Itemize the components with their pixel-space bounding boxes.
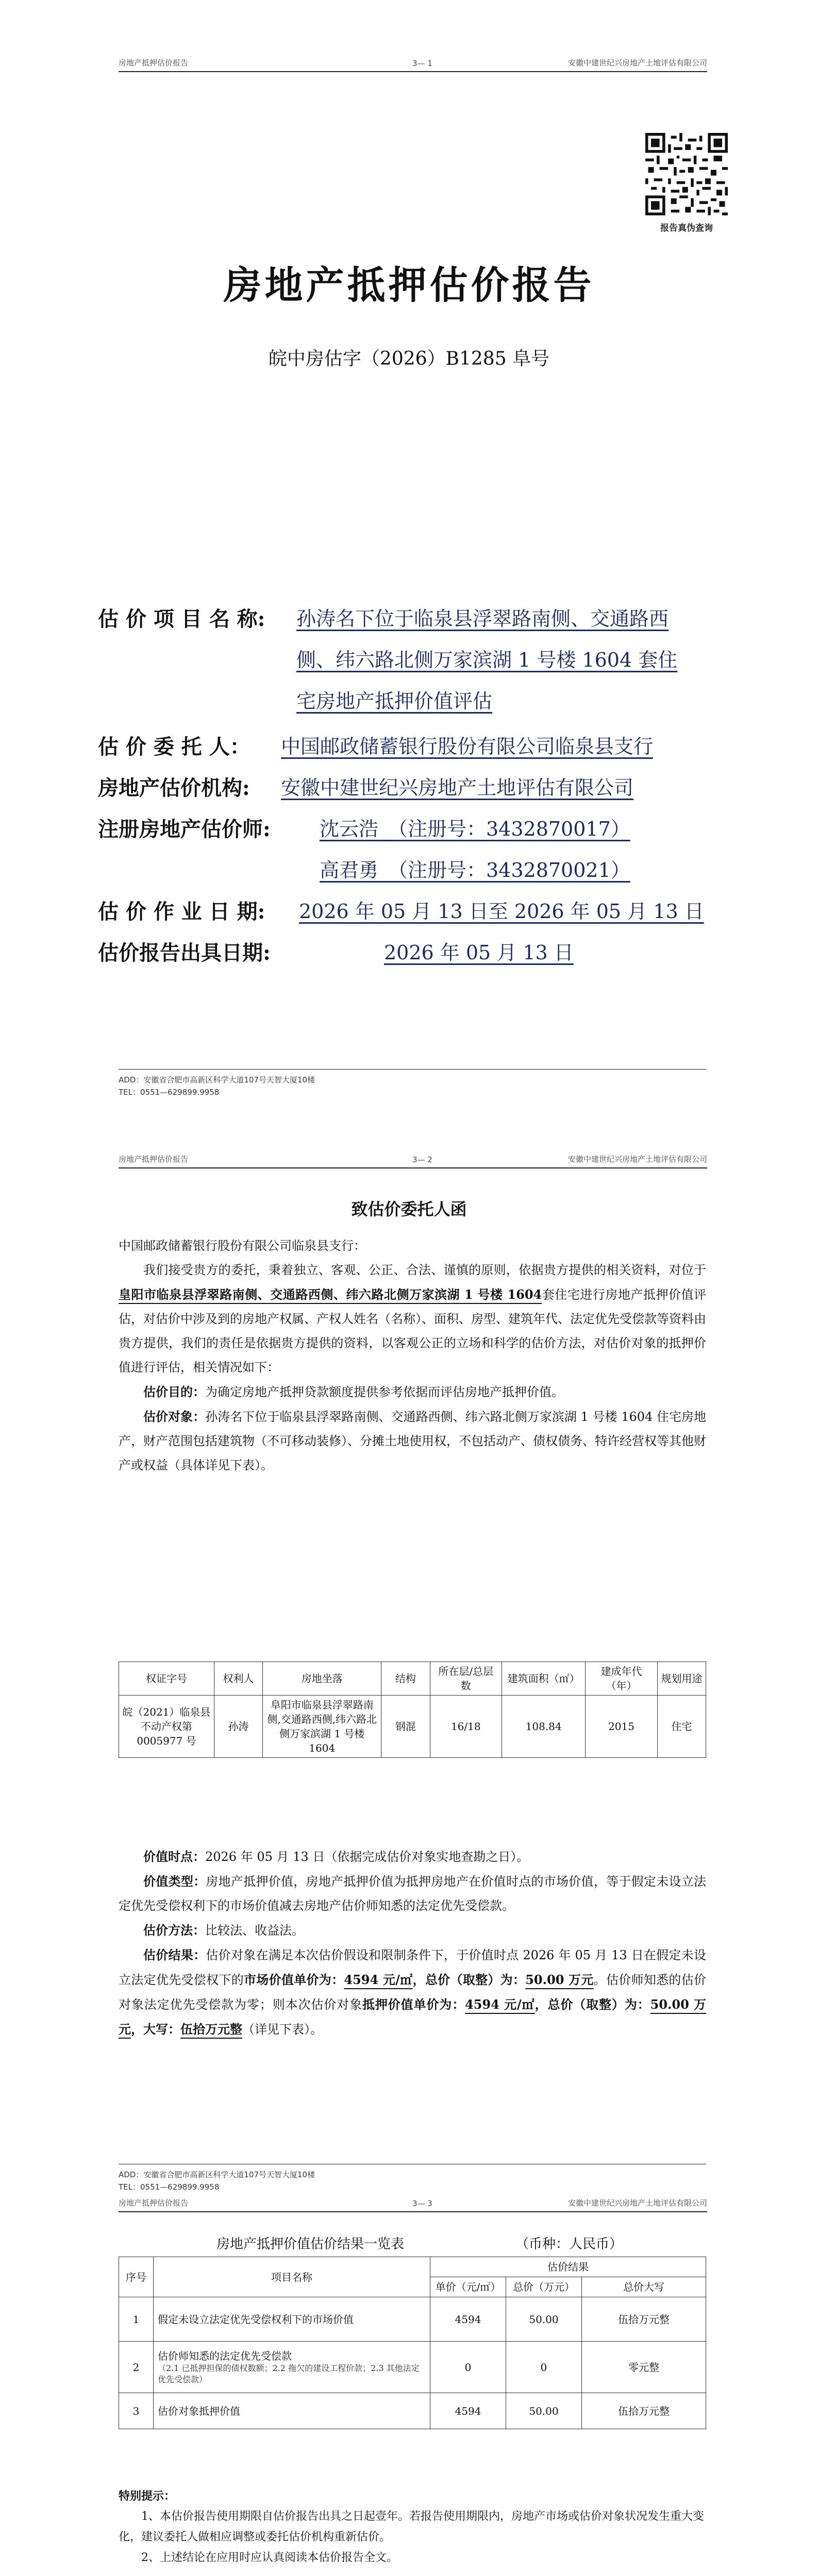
result-b: 市场价值单价为： bbox=[244, 1972, 344, 1987]
method-text: 比较法、收益法。 bbox=[205, 1923, 304, 1938]
cell-no: 3 bbox=[119, 2393, 154, 2429]
cell-item: 估价对象抵押价值 bbox=[154, 2393, 430, 2429]
result-g: 抵押价值单价为： bbox=[362, 1997, 465, 2012]
th-group: 估价结果 bbox=[430, 2257, 706, 2277]
org-label: 房地产估价机构: bbox=[98, 776, 250, 800]
project-value-line2: 侧、纬六路北侧万家滨湖 1 号楼 1604 套住 bbox=[296, 649, 678, 671]
cell-no: 1 bbox=[119, 2297, 154, 2342]
cell-upper: 零元整 bbox=[582, 2342, 706, 2393]
footer-tel: TEL：0551—629899.9958 bbox=[119, 2182, 220, 2192]
result-mortgage-total: 50.00 万元 bbox=[119, 1997, 707, 2037]
report-title: 房地产抵押估价报告 bbox=[223, 263, 595, 308]
client-value: 中国邮政储蓄银行股份有限公司临泉县支行 bbox=[281, 735, 654, 758]
letter-result bbox=[119, 1943, 706, 2042]
cell-item-sub: （2.1 已抵押担保的债权数额；2.2 拖欠的建设工程价款；2.3 其他法定优先受偿款） bbox=[158, 2363, 420, 2384]
result-f: 。估价师知悉的估价对象法定优先受偿款为零；则本次估价对象 bbox=[119, 1973, 707, 2012]
header-right: 安徽中建世纪兴房地产土地评估有限公司 bbox=[567, 2198, 707, 2208]
intro-part-a: 我们接受贵方的委托，秉着独立、客观、公正、合法、谨慎的原则，依据贵方提供的相关资料，对位于 bbox=[143, 1263, 706, 1277]
results-title: 房地产抵押价值估价结果一览表 bbox=[216, 2236, 405, 2252]
purpose-label: 估价目的： bbox=[143, 1384, 205, 1399]
th-upper: 总价大写 bbox=[582, 2277, 706, 2297]
date-label: 价值时点： bbox=[143, 1849, 205, 1864]
th-location: 房地坐落 bbox=[263, 1662, 381, 1696]
letter-para-intro bbox=[119, 1258, 706, 1380]
intro-address: 皇阳市临泉县浮翠路南侧、交通路西侧、纬六路北侧万家滨湖 1 号楼 1604 bbox=[119, 1287, 542, 1302]
result-upper: 伍拾万元整 bbox=[180, 2022, 242, 2037]
header-left: 房地产抵押估价报告 bbox=[119, 58, 189, 67]
th-floor: 所在层/总层数 bbox=[430, 1662, 502, 1696]
page-header bbox=[119, 2196, 707, 2212]
cell-cert: 皖（2021）临泉县不动产权第 0005977 号 bbox=[119, 1696, 214, 1758]
object-text: 孙涛名下位于临泉县浮翠路南侧、交通路西侧、纬六路北侧万家滨湖 1 号楼 1604 住宅房地产，财产范围包括建筑物（不可移动装修）、分摊土地使用权，不包括动产、债权债务、特许经营权等其他财产或权益（具体详见下表）。 bbox=[119, 1410, 706, 1472]
cell-total: 50.00 bbox=[506, 2297, 582, 2342]
cell-area: 108.84 bbox=[502, 1696, 586, 1758]
header-page-number: 3— 1 bbox=[412, 59, 432, 68]
cell-unit: 4594 bbox=[430, 2297, 506, 2342]
letter-object bbox=[119, 1404, 706, 1478]
footer-address: ADD：安徽省合肥市高新区科学大道107号天智大厦10楼 bbox=[119, 1075, 315, 1084]
letter-method bbox=[119, 1918, 706, 1943]
tip-1: 1、本估价报告使用期限自估价报告出具之日起壹年。若报告使用期限内，房地产市场或估价对象状况发生重大变化，建议委托人做相应调整或委托估价机构重新估价。 bbox=[119, 2510, 705, 2544]
letter-purpose bbox=[119, 1380, 706, 1404]
appraiser-2: 高君勇 （注册号：3432870021） bbox=[320, 859, 630, 882]
qr-code-icon[interactable] bbox=[645, 133, 728, 215]
cell-total: 0 bbox=[506, 2342, 582, 2393]
th-structure: 结构 bbox=[381, 1662, 430, 1696]
page-footer bbox=[119, 2164, 706, 2193]
result-i: ，总价（取整）为： bbox=[535, 1997, 650, 2012]
header-right: 安徽中建世纪兴房地产土地评估有限公司 bbox=[567, 58, 707, 67]
th-area: 建筑面积（㎡） bbox=[502, 1662, 586, 1696]
table-row bbox=[119, 2393, 706, 2429]
result-d: ，总价（取整）为： bbox=[412, 1972, 526, 1987]
th-cert: 权证字号 bbox=[119, 1662, 214, 1696]
th-item: 项目名称 bbox=[154, 2257, 430, 2297]
cell-upper: 伍拾万元整 bbox=[582, 2297, 706, 2342]
tip-2: 2、上述结论在应用时应认真阅读本估价报告全文。 bbox=[141, 2551, 398, 2564]
table-header-row bbox=[119, 2257, 706, 2277]
type-text: 房地产抵押价值，房地产抵押价值为抵押房地产在价值时点的市场价值，等于假定未设立法定优先受偿权利下的市场价值减去房地产估价师知悉的法定优先受偿款。 bbox=[119, 1874, 707, 1913]
result-market-unit: 4594 元/㎡ bbox=[344, 1972, 413, 1987]
table-header-row bbox=[119, 1662, 706, 1696]
period-value: 2026 年 05 月 13 日至 2026 年 05 月 13 日 bbox=[299, 900, 704, 923]
result-k: ，大写： bbox=[131, 2022, 180, 2037]
result-a: 估价对象在满足本次估价假设和限制条件下，于价值时点 2026 年 05 月 13 日在假定未设立法定优先受偿权下的 bbox=[119, 1948, 706, 1987]
footer-tel: TEL：0551—629899.9958 bbox=[119, 1088, 220, 1097]
th-use: 规划用途 bbox=[657, 1662, 706, 1696]
header-page-number: 3— 2 bbox=[412, 1155, 432, 1164]
period-label: 估 价 作 业 日 期: bbox=[98, 900, 265, 924]
letter-value-type bbox=[119, 1869, 706, 1918]
cell-owner: 孙涛 bbox=[214, 1696, 262, 1758]
cell-use: 住宅 bbox=[657, 1696, 706, 1758]
result-market-total: 50.00 万元 bbox=[525, 1972, 594, 1987]
intro-part-c: 套住宅进行房地产抵押价值评估，对估价中涉及到的房地产权属、产权人姓名（名称）、面积、房型、建筑年代、法定优先受偿款等资料由贵方提供，我们的责任是依据贵方提供的资料，以客观公正的立场和科学的估价方法，对估价对象的抵押价值进行评估，相关情况如下： bbox=[119, 1287, 707, 1375]
result-m: （详见下表）。 bbox=[242, 2022, 323, 2037]
cell-structure: 钢混 bbox=[381, 1696, 430, 1758]
footer-address: ADD：安徽省合肥市高新区科学大道107号天智大厦10楼 bbox=[119, 2170, 315, 2179]
th-year: 建成年代（年） bbox=[586, 1662, 658, 1696]
qr-caption: 报告真伪查询 bbox=[660, 223, 713, 233]
issue-value: 2026 年 05 月 13 日 bbox=[384, 941, 574, 964]
header-left: 房地产抵押估价报告 bbox=[119, 2198, 189, 2208]
project-value-line1: 孙涛名下位于临泉县浮翠路南侧、交通路西 bbox=[296, 607, 669, 630]
header-right: 安徽中建世纪兴房地产土地评估有限公司 bbox=[567, 1155, 707, 1164]
purpose-text: 为确定房地产抵押贷款额度提供参考依据而评估房地产抵押价值。 bbox=[205, 1385, 564, 1399]
cell-total: 50.00 bbox=[506, 2393, 582, 2429]
page-header bbox=[119, 56, 707, 72]
result-mortgage-unit: 4594 元/㎡ bbox=[465, 1997, 535, 2012]
results-table bbox=[119, 2257, 706, 2429]
cell-location: 阜阳市临泉县浮翠路南侧,交通路西侧,纬六路北侧万家滨湖 1 号楼 1604 bbox=[263, 1696, 381, 1758]
page-footer bbox=[119, 1069, 706, 1098]
header-page-number: 3— 3 bbox=[412, 2199, 432, 2208]
date-text: 2026 年 05 月 13 日（依据完成估价对象实地查勘之日）。 bbox=[205, 1850, 529, 1864]
letter-salutation: 中国邮政储蓄银行股份有限公司临泉县支行： bbox=[119, 1239, 366, 1253]
appraiser-label: 注册房地产估价师: bbox=[98, 817, 271, 841]
client-label: 估 价 委 托 人： bbox=[98, 735, 251, 759]
table-row bbox=[119, 2297, 706, 2342]
cell-item: 假定未设立法定优先受偿权利下的市场价值 bbox=[154, 2297, 430, 2342]
project-value-line3: 宅房地产抵押价值评估 bbox=[296, 690, 493, 713]
cell-year: 2015 bbox=[586, 1696, 658, 1758]
page-header bbox=[119, 1152, 707, 1168]
cell-item bbox=[154, 2342, 430, 2393]
cell-item-main: 估价师知悉的法定优先受偿款 bbox=[158, 2349, 292, 2362]
org-value: 安徽中建世纪兴房地产土地评估有限公司 bbox=[281, 776, 634, 799]
type-label: 价值类型： bbox=[143, 1874, 206, 1889]
th-owner: 权利人 bbox=[214, 1662, 262, 1696]
results-currency: （币种：人民币） bbox=[515, 2236, 623, 2252]
table-row bbox=[119, 1696, 706, 1758]
header-left: 房地产抵押估价报告 bbox=[119, 1155, 189, 1164]
letter-date bbox=[119, 1844, 706, 1869]
th-total: 总价（万元） bbox=[506, 2277, 582, 2297]
report-number: 皖中房估字（2026）B1285 阜号 bbox=[268, 348, 550, 369]
property-register-table bbox=[119, 1662, 706, 1758]
cell-unit: 4594 bbox=[430, 2393, 506, 2429]
result-label: 估价结果： bbox=[143, 1947, 206, 1962]
cell-unit: 0 bbox=[430, 2342, 506, 2393]
cell-no: 2 bbox=[119, 2342, 154, 2393]
project-label: 估 价 项 目 名 称: bbox=[98, 607, 265, 631]
appraiser-1: 沈云浩 （注册号：3432870017） bbox=[320, 818, 630, 840]
cell-floor: 16/18 bbox=[430, 1696, 502, 1758]
th-seq: 序号 bbox=[119, 2257, 154, 2297]
issue-label: 估价报告出具日期: bbox=[98, 941, 271, 965]
letter-body bbox=[119, 1234, 706, 1478]
letter-title: 致估价委托人函 bbox=[351, 1199, 467, 1219]
cell-upper: 伍拾万元整 bbox=[582, 2393, 706, 2429]
method-label: 估价方法： bbox=[143, 1923, 205, 1938]
special-notes bbox=[119, 2486, 706, 2568]
letter-body-cont bbox=[119, 1844, 706, 2042]
object-label: 估价对象： bbox=[143, 1409, 206, 1424]
th-unit: 单价（元/㎡） bbox=[430, 2277, 506, 2297]
special-label: 特别提示： bbox=[119, 2489, 176, 2503]
table-row bbox=[119, 2342, 706, 2393]
